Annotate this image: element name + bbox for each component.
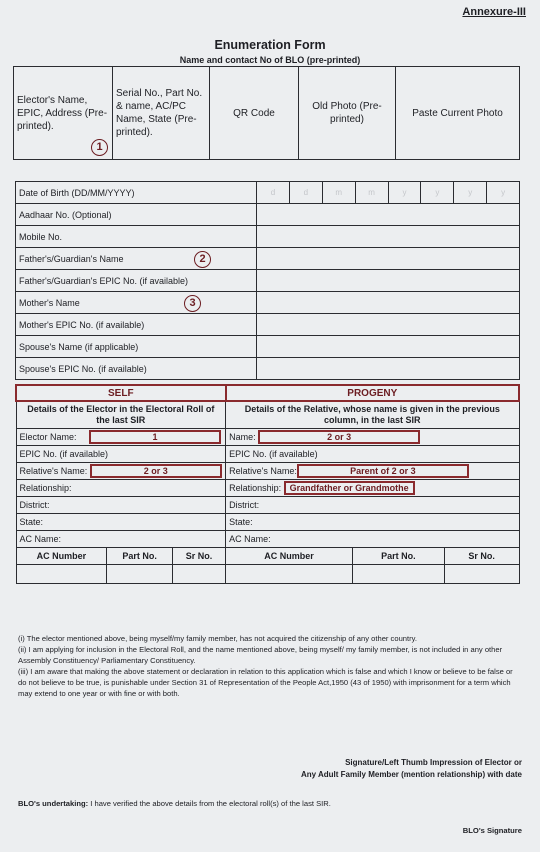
dob-box[interactable]: d [270,188,276,197]
field-label: Spouse's EPIC No. (if available) [16,358,257,380]
entry-cell[interactable] [444,565,519,584]
self-header: SELF [16,385,226,401]
dob-box[interactable]: y [453,182,486,203]
old-photo-cell: Old Photo (Pre-printed) [299,67,396,160]
dob-box[interactable]: m [322,182,355,203]
field-value[interactable] [257,336,520,358]
progeny-header: PROGENY [226,385,519,401]
field-value[interactable] [257,204,520,226]
dob-grid[interactable] [257,182,520,204]
field-label: Spouse's Name (if applicable) [16,336,257,358]
dob-box[interactable]: y [388,182,421,203]
dob-box[interactable]: y [486,182,519,203]
left-row[interactable]: Relationship: [16,480,226,497]
field-label: Aadhaar No. (Optional) [16,204,257,226]
field-value[interactable] [257,314,520,336]
field-label: Mother's EPIC No. (if available) [16,314,257,336]
roll-details-table [15,384,520,584]
right-relative-row[interactable]: Relative's Name: Parent of 2 or 3 [226,463,519,480]
left-relative-value[interactable]: 2 or 3 [90,464,222,478]
right-row[interactable]: District: [226,497,519,514]
right-row[interactable]: EPIC No. (if available) [226,446,519,463]
left-row[interactable]: AC Name: [16,531,226,548]
right-row[interactable]: State: [226,514,519,531]
left-row[interactable]: State: [16,514,226,531]
right-section-heading: Details of the Relative, whose name is given in the previous column, in the last SIR [226,401,519,429]
declaration-item: (ii) I am applying for inclusion in the Electoral Roll, and the name mentioned above, being myself/ my family member, is not included in any other Assembly Constituency/ Parliamentary Constituency. [18,645,503,665]
entry-cell[interactable] [172,565,225,584]
field-label: Mobile No. [16,226,257,248]
entry-cell[interactable] [16,565,107,584]
col-header: Sr No. [172,548,225,565]
elector-name-value[interactable]: 1 [89,430,221,444]
field-label-father: Father's/Guardian's Name 2 [16,248,257,270]
relative-name-row[interactable]: Name: 2 or 3 [226,429,519,446]
relationship-row[interactable]: Relationship: Grandfather or Grandmothe [226,480,519,497]
right-row[interactable]: AC Name: [226,531,519,548]
dob-box[interactable]: m [355,182,388,203]
col-header: Part No. [353,548,445,565]
right-relative-value[interactable]: Parent of 2 or 3 [297,464,469,478]
declaration-item: (i) The elector mentioned above, being myself/my family member, has not acquired the citizenship of any other country. [18,634,418,643]
field-label-mother: Mother's Name 3 [16,292,257,314]
left-relative-row[interactable]: Relative's Name: 2 or 3 [16,463,226,480]
form-title: Enumeration Form [214,38,326,52]
col-header: AC Number [226,548,353,565]
serial-info-cell: Serial No., Part No. & name, AC/PC Name, State (Pre-printed). 1 [113,67,210,160]
field-label: Father's/Guardian's EPIC No. (if available) [16,270,257,292]
relative-name-value[interactable]: 2 or 3 [258,430,420,444]
field-value[interactable] [257,226,520,248]
elector-info-cell: Elector's Name, EPIC, Address (Pre-printed). [14,67,113,160]
blo-signature-label: BLO's Signature [462,826,522,835]
field-value[interactable] [257,292,520,314]
elector-name-row[interactable]: Elector Name: 1 [16,429,226,446]
left-row[interactable]: District: [16,497,226,514]
paste-photo-cell[interactable]: Paste Current Photo [396,67,520,160]
annexure-label: Annexure-III [462,6,526,18]
personal-details-table [15,181,520,380]
form-subtitle: Name and contact No of BLO (pre-printed) [179,55,361,65]
header-table [13,66,520,160]
entry-cell[interactable] [107,565,172,584]
signature-label: Signature/Left Thumb Impression of Elector or Any Adult Family Member (mention relationship) with date [300,758,522,779]
dob-box[interactable]: y [420,182,453,203]
declaration-item: (iii) I am aware that making the above statement or declaration in relation to this application which is false and which I know or believe to be false or do not believe to be true, is punishable under Section 31 of Representation of the People Act,1950 (43 of 1950) with imprisonment for a term which may extend to one year or with fine or with both. [18,667,513,698]
marker-3: 3 [184,295,201,312]
qr-code-cell: QR Code [210,67,299,160]
left-section-heading: Details of the Elector in the Electoral Roll of the last SIR [16,401,226,429]
marker-2: 2 [194,251,211,268]
relationship-value[interactable]: Grandfather or Grandmothe [284,481,415,495]
entry-cell[interactable] [353,565,445,584]
col-header: Sr No. [444,548,519,565]
declarations [18,633,523,699]
marker-1: 1 [91,139,108,156]
field-label: Date of Birth (DD/MM/YYYY) [16,182,257,204]
dob-box[interactable]: d [289,182,322,203]
entry-cell[interactable] [226,565,353,584]
blo-undertaking: BLO's undertaking: I have verified the above details from the electoral roll(s) of the last SIR. [18,799,331,808]
field-value[interactable] [257,358,520,380]
col-header: AC Number [16,548,107,565]
col-header: Part No. [107,548,172,565]
field-value[interactable] [257,270,520,292]
left-row[interactable]: EPIC No. (if available) [16,446,226,463]
field-value[interactable] [257,248,520,270]
